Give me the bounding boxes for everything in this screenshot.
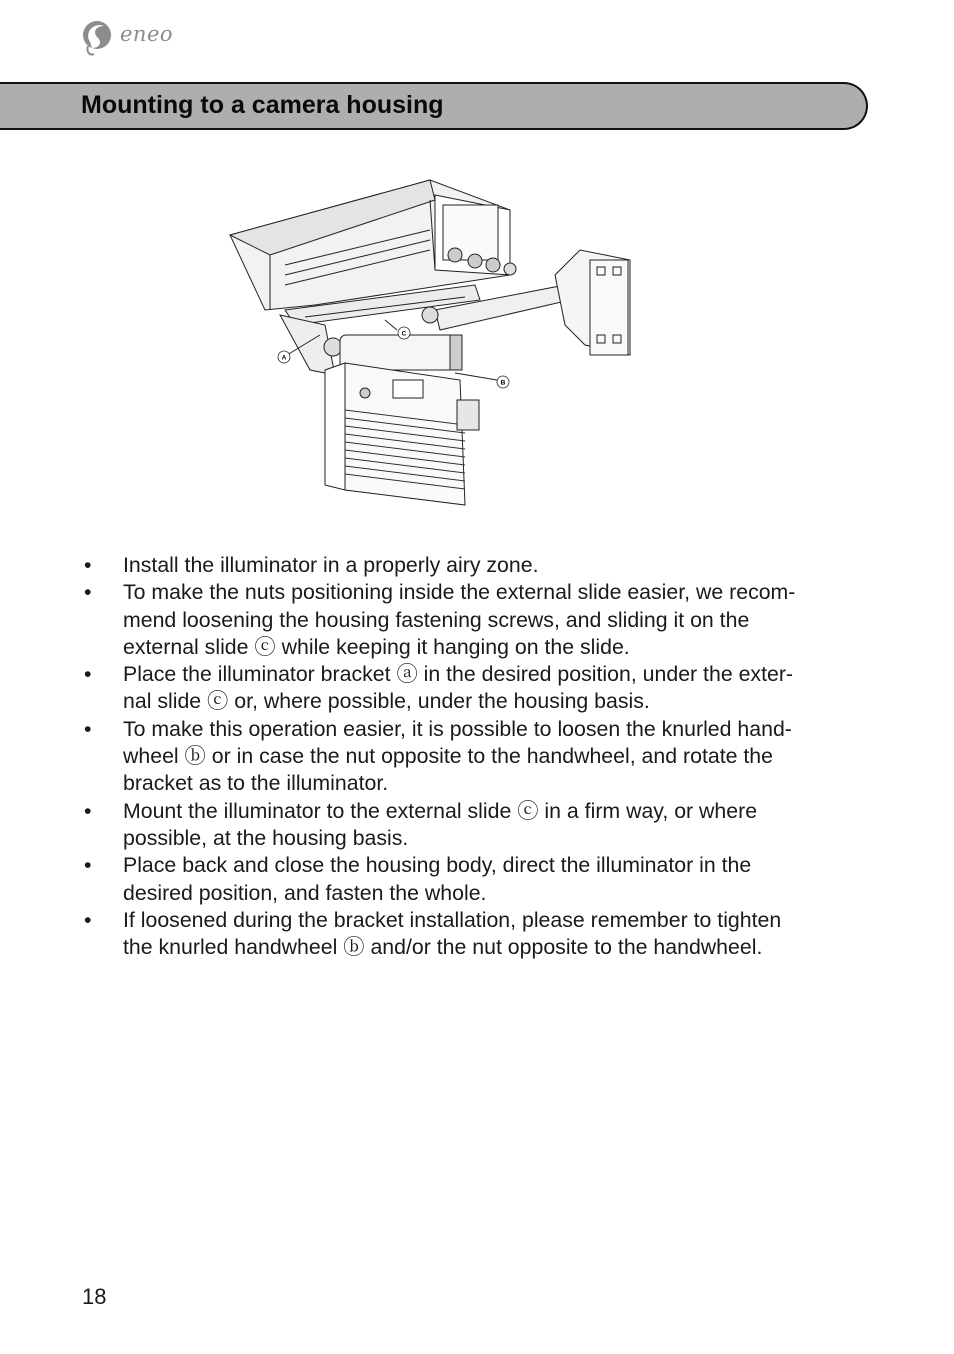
- svg-text:B: B: [500, 379, 506, 387]
- list-item-text: If loosened during the bracket installation, please remember to tighten the knurled handwheel ⓑ and/or the nut opposite to the handwheel.: [123, 907, 782, 960]
- list-item: [84, 552, 884, 579]
- bullet-icon: •: [84, 580, 92, 605]
- bullet-icon: •: [84, 853, 92, 878]
- list-item-text: Place back and close the housing body, direct the illuminator in the desired position, and fasten the whole.: [123, 853, 752, 905]
- callout-a: [278, 351, 290, 363]
- svg-text:A: A: [281, 354, 287, 362]
- page-title: Mounting to a camera housing: [81, 91, 444, 119]
- instruction-list: [84, 552, 884, 961]
- list-item: [84, 907, 884, 962]
- bullet-icon: •: [84, 798, 92, 823]
- callout-c: [398, 327, 410, 339]
- svg-text:C: C: [401, 330, 407, 338]
- bullet-icon: •: [84, 907, 92, 932]
- bullet-icon: •: [84, 662, 92, 687]
- illuminator-body: [325, 363, 479, 505]
- callout-b: [497, 376, 509, 388]
- mounting-illustration: [225, 175, 665, 520]
- list-item-text: Mount the illuminator to the external slide ⓒ in a firm way, or where possible, at the housing basis.: [123, 798, 758, 850]
- list-item: [84, 579, 884, 661]
- page-number: 18: [82, 1284, 107, 1309]
- list-item: [84, 852, 884, 907]
- logo-swirl-icon: [83, 21, 111, 55]
- list-item-text: Install the illuminator in a properly airy zone.: [123, 553, 539, 577]
- list-item-text: Place the illuminator bracket ⓐ in the desired position, under the exter- nal slide ⓒ or, where possible, under the housing basis.: [123, 662, 794, 714]
- bullet-icon: •: [84, 553, 92, 577]
- list-item: [84, 716, 884, 798]
- bullet-icon: •: [84, 716, 92, 741]
- list-item-text: To make the nuts positioning inside the external slide easier, we recom- mend loosening the housing fastening screws, and sliding it on the external slide ⓒ while keeping it hanging on the slide.: [123, 580, 796, 659]
- brand-name: eneo: [120, 22, 174, 46]
- list-item: [84, 661, 884, 716]
- list-item-text: To make this operation easier, it is possible to loosen the knurled hand- wheel ⓑ or in case the nut opposite to the handwheel, and rotate the bracket as to the illuminator.: [123, 716, 792, 796]
- illuminator-bracket: [280, 315, 462, 375]
- list-item: [84, 798, 884, 853]
